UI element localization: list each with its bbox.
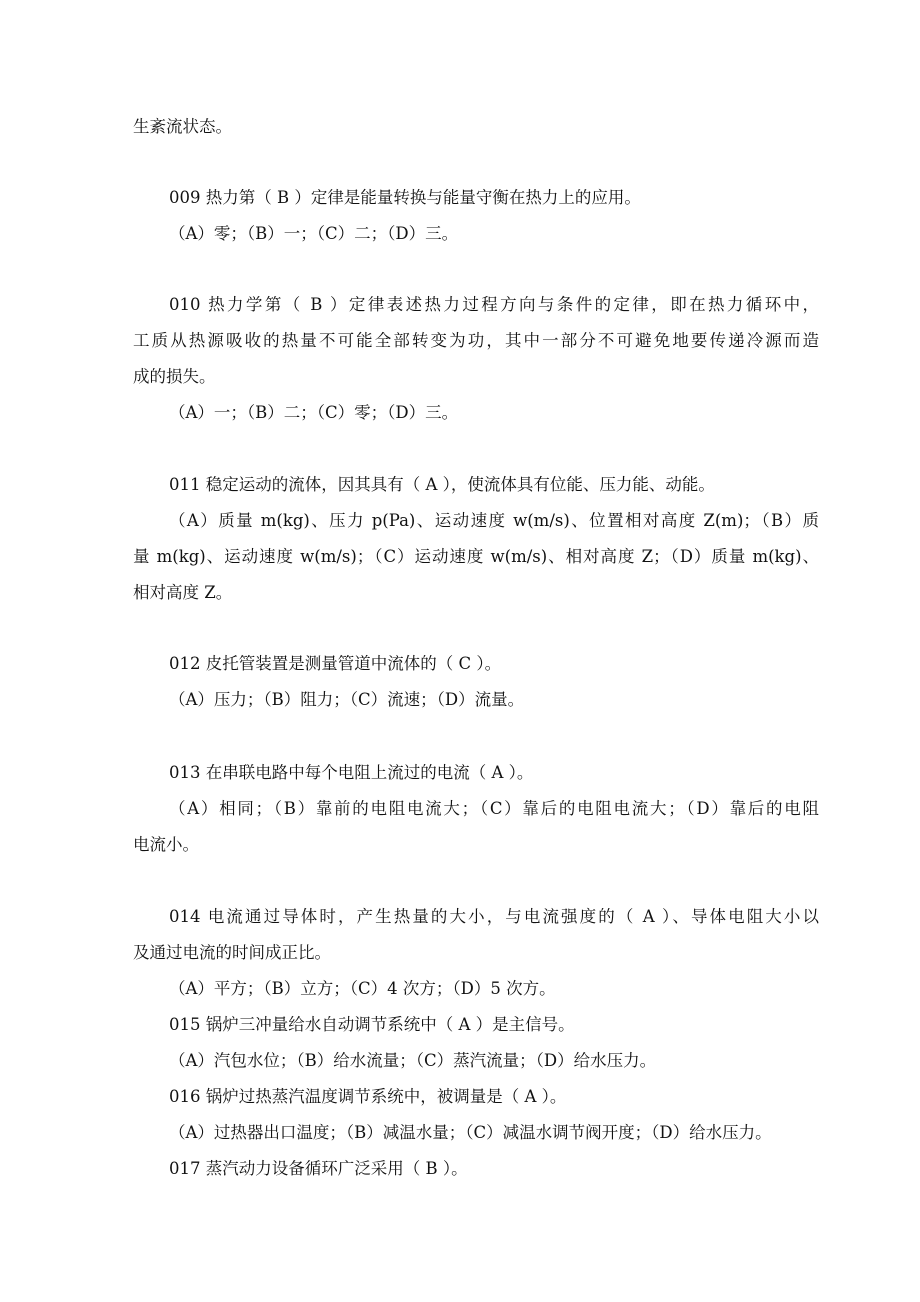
options-012: （A）压力；（B）阻力；（C）流速；（D）流量。 xyxy=(169,690,525,709)
question-010-cont: 工质从热源吸收的热量不可能全部转变为功，其中一部分不可避免地要传递冷源而造 xyxy=(133,331,819,350)
question-014-cont: 及通过电流的时间成正比。 xyxy=(133,943,331,962)
question-011: 011 稳定运动的流体，因其具有（ A ），使流体具有位能、压力能、动能。 xyxy=(169,475,715,494)
options-015: （A）汽包水位；（B）给水流量；（C）蒸汽流量；（D）给水压力。 xyxy=(169,1051,657,1070)
question-015: 015 锅炉三冲量给水自动调节系统中（ A ）是主信号。 xyxy=(169,1015,575,1034)
options-010: （A）一；（B）二；（C）零；（D）三。 xyxy=(169,403,459,422)
text-line: 生紊流状态。 xyxy=(133,117,232,136)
question-016: 016 锅炉过热蒸汽温度调节系统中，被调量是（ A ）。 xyxy=(169,1087,567,1106)
options-011-cont: 量 m(kg)、运动速度 w(m/s)；（C）运动速度 w(m/s)、相对高度 Z；（D）质量 m(kg)、 xyxy=(133,547,819,566)
options-013: （A）相同；（B）靠前的电阻电流大；（C）靠后的电阻电流大；（D）靠后的电阻 xyxy=(169,799,819,818)
question-014: 014 电流通过导体时，产生热量的大小，与电流强度的（ A ）、导体电阻大小以 xyxy=(169,907,819,926)
options-009: （A）零；（B）一；（C）二；（D）三。 xyxy=(169,224,459,243)
options-013-cont: 电流小。 xyxy=(133,835,199,854)
question-012: 012 皮托管装置是测量管道中流体的（ C ）。 xyxy=(169,654,502,673)
question-009: 009 热力第（ B ）定律是能量转换与能量守衡在热力上的应用。 xyxy=(169,188,641,207)
options-011-cont: 相对高度 Z。 xyxy=(133,583,233,602)
options-016: （A）过热器出口温度；（B）减温水量；（C）减温水调节阀开度；（D）给水压力。 xyxy=(169,1123,772,1142)
question-013: 013 在串联电路中每个电阻上流过的电流（ A ）。 xyxy=(169,763,534,782)
question-010: 010 热力学第（ B ）定律表述热力过程方向与条件的定律，即在热力循环中， xyxy=(169,295,819,314)
question-017: 017 蒸汽动力设备循环广泛采用（ B ）。 xyxy=(169,1159,468,1178)
options-014: （A）平方；（B）立方；（C）4 次方；（D）5 次方。 xyxy=(169,979,556,998)
options-011: （A）质量 m(kg)、压力 p(Pa)、运动速度 w(m/s)、位置相对高度 Z(m)；（B）质 xyxy=(169,511,819,530)
question-010-cont: 成的损失。 xyxy=(133,367,216,386)
